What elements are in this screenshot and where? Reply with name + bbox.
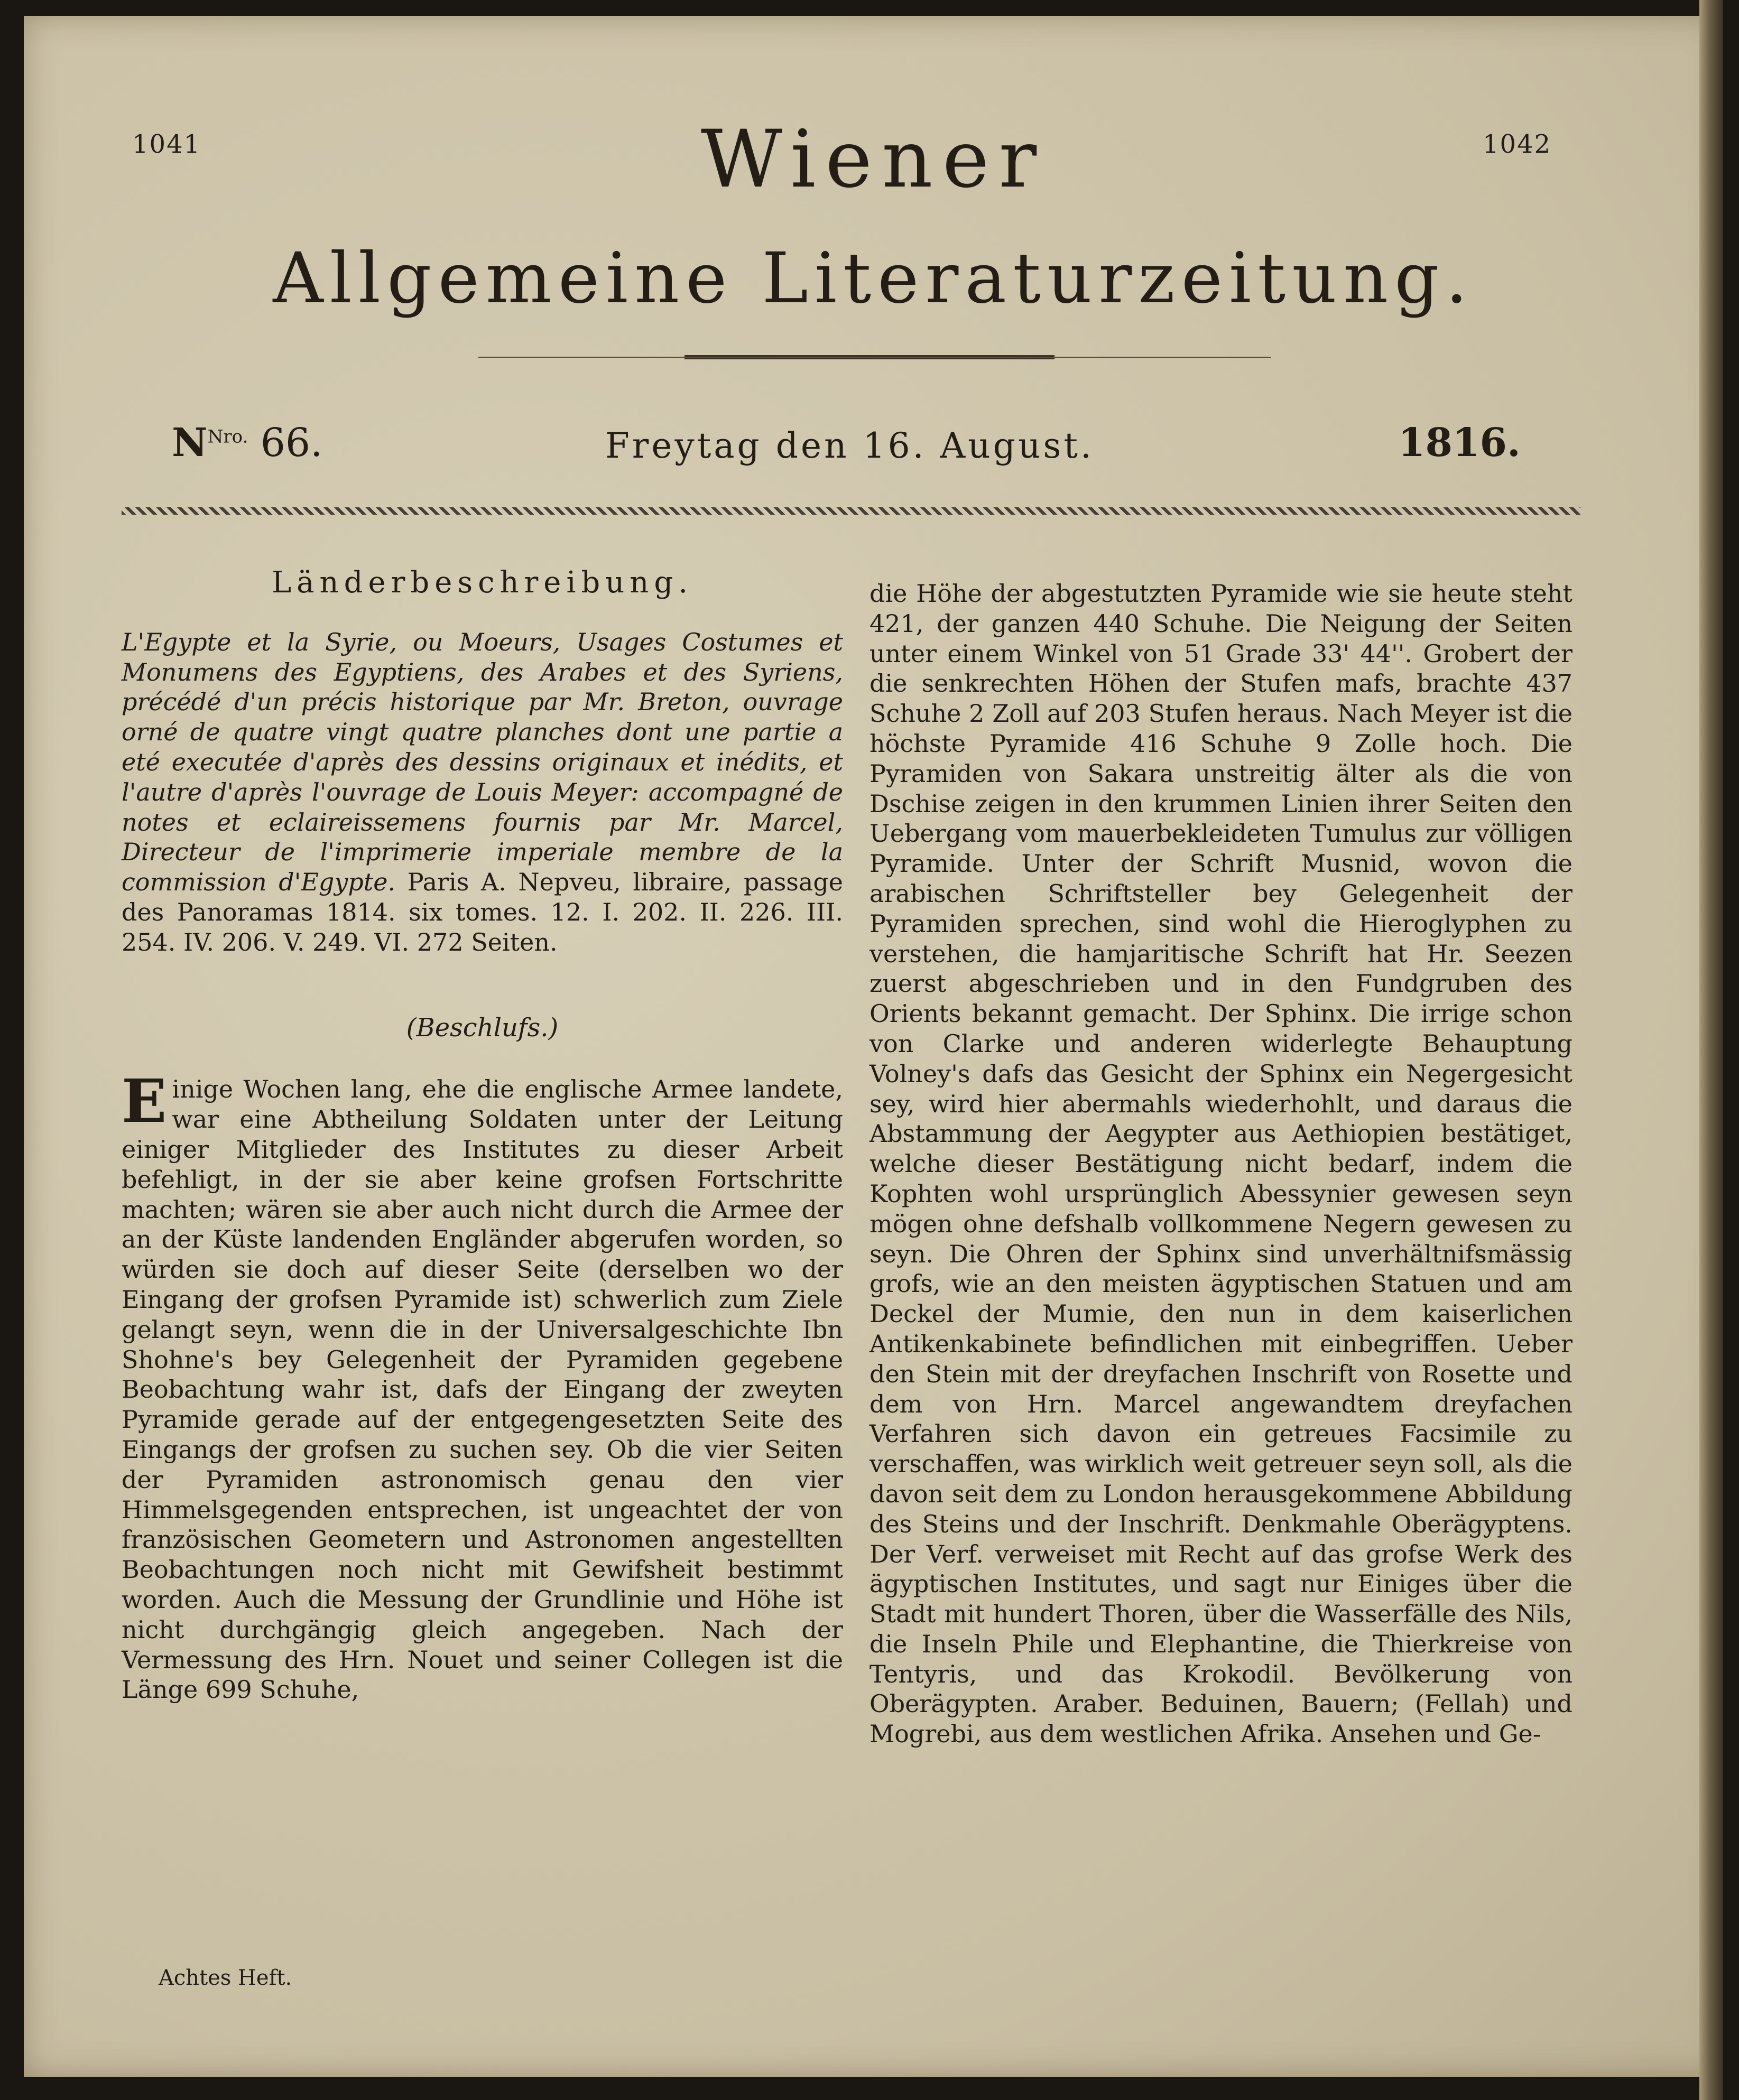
page-edge bbox=[1699, 0, 1723, 2100]
conclusion-label: (Beschlufs.) bbox=[406, 1012, 559, 1043]
issue-date: Freytag den 16. August. bbox=[605, 425, 1094, 466]
footer-signature: Achtes Heft. bbox=[159, 1966, 292, 1990]
left-body: inige Wochen lang, ehe die englische Armee landete, war eine Abtheilung Soldaten unter der Leitung einiger Mitglieder des Institutes zu dieser Arbeit befehligt, in der sie aber keine grofsen Fortschritte machten; wären sie aber auch nicht durch die Armee der an der Küste landenden Engländer abgerufen worden, so würden sie doch auf dieser Seite (derselben wo der Eingang der grofsen Pyramide ist) schwerlich zum Ziele gelangt seyn, wenn die in der Universalgeschichte Ibn Shohne's bey Gelegenheit der Pyramiden gegebene Beobachtung wahr ist, dafs der Eingang der zweyten Pyramide gerade auf der entgegengesetzten Seite des Eingangs der grofsen zu suchen sey. Ob die vier Seiten der Pyramiden astronomisch genau den vier Himmelsgegenden entsprechen, ist ungeachtet der von französischen Geometern und Astronomen angestellten Beobachtungen noch nicht mit Gewifsheit bestimmt worden. Auch die Messung der Grundlinie und Höhe ist nicht durchgängig gleich angegeben. Nach der Vermessung des Hrn. Nouet und seiner Collegen ist die Länge 699 Schuhe, bbox=[122, 1075, 843, 1704]
issue-number: $N^{Nro.}$ 66. bbox=[172, 420, 323, 466]
header-divider bbox=[122, 507, 1580, 515]
left-body-text bbox=[122, 1067, 843, 1705]
masthead-title-line1: Wiener bbox=[700, 114, 1047, 206]
issue-number-value: 66. bbox=[260, 420, 323, 466]
issue-year: 1816. bbox=[1398, 420, 1521, 466]
dropcap: E bbox=[122, 1067, 167, 1137]
page-number-right: 1042 bbox=[1483, 129, 1552, 159]
newspaper-page bbox=[24, 16, 1723, 2077]
masthead-thin-rule bbox=[478, 357, 1271, 358]
right-column bbox=[870, 579, 1572, 1749]
page-number-left: 1041 bbox=[132, 129, 201, 159]
citation-publication: Paris A. Nepveu, libraire, passage des Panoramas 1814. six tomes. 12. I. 202. II. 226. III. 254. IV. 206. V. 249. VI. 272 Seiten. bbox=[122, 868, 843, 956]
issue-number-prefix: Nro. bbox=[207, 426, 248, 448]
section-heading: Länderbeschreibung. bbox=[271, 565, 693, 600]
masthead-title-line2: Allgemeine Literaturzeitung. bbox=[273, 238, 1474, 319]
left-column bbox=[122, 565, 843, 1705]
right-body: die Höhe der abgestutzten Pyramide wie sie heute steht 421, der ganzen 440 Schuhe. Die Neigung der Seiten unter einem Winkel von 51 Grade 33' 44''. Grobert der die senkrechten Höhen der Stufen mafs, brachte 437 Schuhe 2 Zoll auf 203 Stufen heraus. Nach Meyer ist die höchste Pyramide 416 Schuhe 9 Zolle hoch. Die Pyramiden von Sakara unstreitig älter als die von Dschise zeigen in den krummen Linien ihrer Seiten den Uebergang vom mauerbekleideten Tumulus zur völligen Pyramide. Unter der Schrift Musnid, wovon die arabischen Schriftsteller bey Gelegenheit der Pyramiden sprechen, sind wohl die Hieroglyphen zu verstehen, die hamjaritische Schrift hat Hr. Seezen zuerst abgeschrieben und in den Fundgruben des Orients bekannt gemacht. Der Sphinx. Die irrige schon von Clarke und anderen widerlegte Behauptung Volney's dafs das Gesicht der Sphinx ein Negergesicht sey, wird hier abermahls wiederhohlt, und daraus die Abstammung der Aegypter aus Aethiopien bestätiget, welche dieser Bestätigung nicht bedarf, indem die Kophten wohl ursprünglich Abessynier gewesen seyn mögen ohne defshalb vollkommene Negern gewesen zu seyn. Die Ohren der Sphinx sind unverhältnifsmässig grofs, wie an den meisten ägyptischen Statuen und am Deckel der Mumie, den nun in dem kaiserlichen Antikenkabinete befindlichen mit einbegriffen. Ueber den Stein mit der dreyfachen Inschrift von Rosette und dem von Hrn. Marcel angewandtem dreyfachen Verfahren sich davon ein getreues Facsimile zu verschaffen, was wirklich weit getreuer seyn soll, als die davon seit dem zu London herausgekommene Abbildung des Steins und der Inschrift. Denkmahle Oberägyptens. Der Verf. verweiset mit Recht auf das grofse Werk des ägyptischen Institutes, und sagt nur Einiges über die Stadt mit hundert Thoren, über die Wasserfälle des Nils, die Inseln Phile und Elephantine, die Thierkreise von Tentyris, und das Krokodil. Bevölkerung von Oberägypten. Araber. Beduinen, Bauern; (Fellah) und Mogrebi, aus dem westlichen Afrika. Ansehen und Ge- bbox=[870, 579, 1572, 1749]
citation bbox=[122, 627, 843, 958]
citation-title: L'Egypte et la Syrie, ou Moeurs, Usages Costumes et Monumens des Egyptiens, des Arabes et des Syriens, précédé d'un précis historique par Mr. Breton, ouvrage orné de quatre vingt quatre planches dont une partie a eté executée d'après des dessins originaux et inédits, et l'autre d'après l'ouvrage de Louis Meyer: accompagné de notes et eclaireissemens fournis par Mr. Marcel, Directeur de l'imprimerie imperiale membre de la commission d'Egypte. bbox=[122, 627, 843, 897]
